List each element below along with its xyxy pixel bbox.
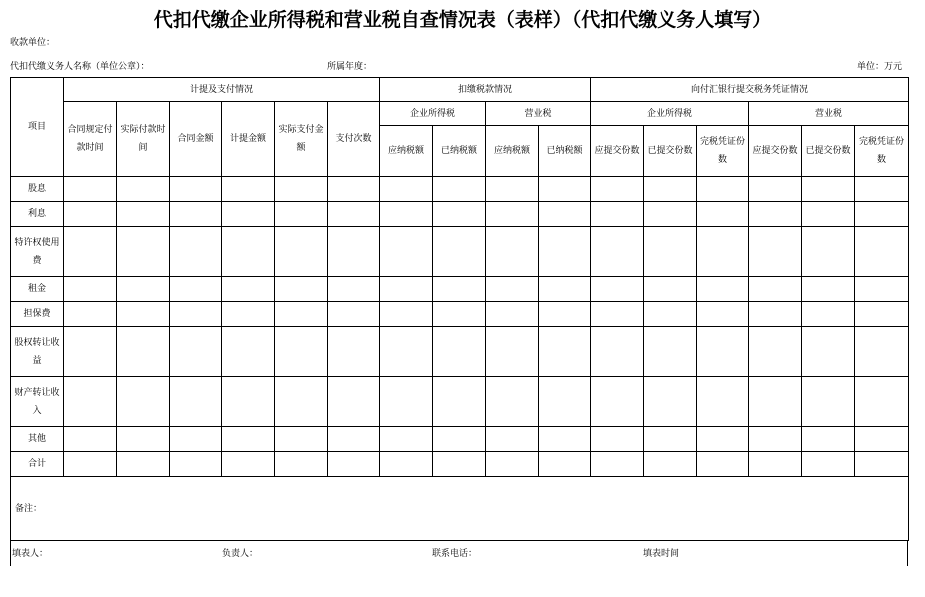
table-cell[interactable] (802, 302, 855, 327)
header-cit-due-copies: 应提交份数 (591, 126, 644, 177)
table-cell[interactable] (170, 427, 222, 452)
table-cell[interactable] (64, 377, 117, 427)
payee-label: 收款单位： (10, 38, 56, 48)
self-check-table-wrapper (10, 77, 909, 541)
table-cell[interactable] (64, 302, 117, 327)
table-cell[interactable] (855, 177, 909, 202)
table-cell[interactable] (380, 427, 433, 452)
header-bt-payable: 应纳税额 (486, 126, 539, 177)
table-cell[interactable] (328, 377, 380, 427)
table-cell[interactable] (697, 427, 749, 452)
remarks-label[interactable]: 备注： (11, 477, 909, 541)
table-cell[interactable] (328, 227, 380, 277)
header-withholding-group: 扣缴税款情况 (380, 78, 591, 102)
table-cell[interactable] (539, 202, 591, 227)
table-cell[interactable] (644, 377, 697, 427)
table-cell[interactable] (591, 452, 644, 477)
table-cell[interactable] (697, 302, 749, 327)
table-cell[interactable] (855, 327, 909, 377)
table-cell[interactable] (328, 177, 380, 202)
self-check-table (10, 77, 909, 541)
header-cit2: 企业所得税 (591, 102, 749, 126)
table-cell[interactable] (275, 177, 328, 202)
table-cell[interactable] (222, 177, 275, 202)
table-cell[interactable] (117, 202, 170, 227)
table-cell[interactable] (855, 227, 909, 277)
table-cell[interactable] (591, 202, 644, 227)
header-contract-pay-time: 合同规定付款时间 (64, 102, 117, 177)
table-cell[interactable] (170, 202, 222, 227)
table-cell[interactable] (486, 377, 539, 427)
table-cell[interactable] (222, 202, 275, 227)
table-cell[interactable] (697, 277, 749, 302)
table-cell[interactable] (170, 377, 222, 427)
table-row (11, 277, 909, 302)
header-accrued-amount: 计提金额 (222, 102, 275, 177)
table-cell[interactable] (486, 452, 539, 477)
row-label: 特许权使用费 (11, 227, 64, 277)
table-row (11, 177, 909, 202)
table-cell[interactable] (802, 377, 855, 427)
row-label: 股息 (11, 177, 64, 202)
footer-left-edge (10, 540, 11, 566)
table-cell[interactable] (275, 302, 328, 327)
table-row (11, 452, 909, 477)
table-cell[interactable] (697, 452, 749, 477)
table-cell[interactable] (539, 277, 591, 302)
table-cell[interactable] (644, 452, 697, 477)
table-cell[interactable] (117, 452, 170, 477)
preparer-label: 填表人： (12, 549, 49, 559)
table-cell[interactable] (486, 277, 539, 302)
table-cell[interactable] (855, 302, 909, 327)
table-cell[interactable] (749, 202, 802, 227)
table-cell[interactable] (170, 452, 222, 477)
table-cell[interactable] (117, 302, 170, 327)
table-row (11, 327, 909, 377)
table-cell[interactable] (170, 327, 222, 377)
table-row (11, 227, 909, 277)
table-cell[interactable] (749, 277, 802, 302)
table-cell[interactable] (275, 427, 328, 452)
table-cell[interactable] (539, 377, 591, 427)
table-cell[interactable] (855, 202, 909, 227)
table-cell[interactable] (275, 377, 328, 427)
table-cell[interactable] (644, 227, 697, 277)
table-cell[interactable] (433, 427, 486, 452)
header-bt-due-copies: 应提交份数 (749, 126, 802, 177)
table-cell[interactable] (433, 227, 486, 277)
table-row (11, 202, 909, 227)
table-cell[interactable] (222, 377, 275, 427)
header-payment-count: 支付次数 (328, 102, 380, 177)
table-cell[interactable] (802, 202, 855, 227)
table-row (11, 427, 909, 452)
table-cell[interactable] (486, 427, 539, 452)
table-cell[interactable] (380, 177, 433, 202)
table-cell[interactable] (697, 202, 749, 227)
table-cell[interactable] (697, 327, 749, 377)
table-cell[interactable] (64, 227, 117, 277)
table-cell[interactable] (328, 277, 380, 302)
row-label: 股权转让收益 (11, 327, 64, 377)
table-cell[interactable] (380, 327, 433, 377)
table-cell[interactable] (64, 427, 117, 452)
table-cell[interactable] (802, 227, 855, 277)
table-cell[interactable] (328, 202, 380, 227)
table-cell[interactable] (433, 302, 486, 327)
header-remit-group: 向付汇银行提交税务凭证情况 (591, 78, 909, 102)
table-cell[interactable] (802, 452, 855, 477)
row-label: 其他 (11, 427, 64, 452)
table-cell[interactable] (802, 427, 855, 452)
header-cit-submitted-copies: 已提交份数 (644, 126, 697, 177)
table-cell[interactable] (64, 452, 117, 477)
table-cell[interactable] (591, 302, 644, 327)
table-cell[interactable] (697, 177, 749, 202)
table-cell[interactable] (644, 277, 697, 302)
row-label: 利息 (11, 202, 64, 227)
table-cell[interactable] (328, 327, 380, 377)
table-cell[interactable] (644, 177, 697, 202)
table-cell[interactable] (64, 277, 117, 302)
table-cell[interactable] (117, 427, 170, 452)
table-cell[interactable] (486, 202, 539, 227)
table-cell[interactable] (117, 327, 170, 377)
table-row (11, 302, 909, 327)
table-cell[interactable] (275, 227, 328, 277)
header-cit-certificate-copies: 完税凭证份数 (697, 126, 749, 177)
table-cell[interactable] (433, 277, 486, 302)
header-accrual-group: 计提及支付情况 (64, 78, 380, 102)
table-cell[interactable] (170, 302, 222, 327)
table-cell[interactable] (433, 377, 486, 427)
unit-label: 单位：万元 (857, 62, 903, 72)
table-cell[interactable] (222, 427, 275, 452)
table-cell[interactable] (644, 427, 697, 452)
table-cell[interactable] (486, 177, 539, 202)
table-cell[interactable] (64, 177, 117, 202)
table-cell[interactable] (749, 227, 802, 277)
table-cell[interactable] (855, 452, 909, 477)
table-cell[interactable] (380, 377, 433, 427)
header-bt-certificate-copies: 完税凭证份数 (855, 126, 909, 177)
phone-label: 联系电话： (432, 549, 478, 559)
table-cell[interactable] (749, 377, 802, 427)
year-label: 所属年度： (327, 62, 373, 72)
table-cell[interactable] (170, 277, 222, 302)
header-bt-paid: 已纳税额 (539, 126, 591, 177)
table-cell[interactable] (64, 202, 117, 227)
table-cell[interactable] (539, 427, 591, 452)
table-cell[interactable] (433, 327, 486, 377)
table-cell[interactable] (117, 177, 170, 202)
table-cell[interactable] (380, 277, 433, 302)
table-cell[interactable] (644, 302, 697, 327)
table-cell[interactable] (591, 427, 644, 452)
table-cell[interactable] (855, 377, 909, 427)
table-cell[interactable] (117, 277, 170, 302)
table-cell[interactable] (170, 227, 222, 277)
table-cell[interactable] (591, 277, 644, 302)
withholder-label: 代扣代缴义务人名称（单位公章）： (10, 62, 150, 72)
table-cell[interactable] (644, 327, 697, 377)
table-cell[interactable] (855, 427, 909, 452)
header-bt-submitted-copies: 已提交份数 (802, 126, 855, 177)
table-cell[interactable] (275, 327, 328, 377)
table-cell[interactable] (539, 302, 591, 327)
header-actual-pay-time: 实际付款时间 (117, 102, 170, 177)
table-cell[interactable] (328, 452, 380, 477)
table-cell[interactable] (539, 327, 591, 377)
table-cell[interactable] (380, 452, 433, 477)
table-cell[interactable] (749, 452, 802, 477)
table-cell[interactable] (433, 202, 486, 227)
page-title: 代扣代缴企业所得税和营业税自查情况表（表样）（代扣代缴义务人填写） (153, 9, 772, 31)
table-cell[interactable] (433, 177, 486, 202)
table-cell[interactable] (222, 227, 275, 277)
table-cell[interactable] (486, 302, 539, 327)
date-label: 填表时间 (643, 549, 680, 559)
table-cell[interactable] (170, 177, 222, 202)
table-cell[interactable] (117, 227, 170, 277)
table-cell[interactable] (802, 177, 855, 202)
table-cell[interactable] (749, 327, 802, 377)
table-cell[interactable] (380, 202, 433, 227)
table-cell[interactable] (275, 277, 328, 302)
table-cell[interactable] (749, 302, 802, 327)
table-cell[interactable] (117, 377, 170, 427)
table-cell[interactable] (486, 327, 539, 377)
table-cell[interactable] (591, 377, 644, 427)
table-cell[interactable] (222, 277, 275, 302)
row-label: 租金 (11, 277, 64, 302)
table-cell[interactable] (749, 177, 802, 202)
header-bt: 营业税 (486, 102, 591, 126)
table-cell[interactable] (222, 452, 275, 477)
table-cell[interactable] (64, 327, 117, 377)
header-cit-paid: 已纳税额 (433, 126, 486, 177)
table-cell[interactable] (275, 452, 328, 477)
responsible-label: 负责人： (222, 549, 259, 559)
table-cell[interactable] (802, 327, 855, 377)
row-label: 合计 (11, 452, 64, 477)
table-cell[interactable] (697, 377, 749, 427)
table-cell[interactable] (275, 202, 328, 227)
table-cell[interactable] (591, 327, 644, 377)
header-contract-amount: 合同金额 (170, 102, 222, 177)
table-cell[interactable] (749, 427, 802, 452)
header-bt2: 营业税 (749, 102, 909, 126)
table-cell[interactable] (591, 227, 644, 277)
table-cell[interactable] (591, 177, 644, 202)
row-label: 担保费 (11, 302, 64, 327)
footer-divider (10, 540, 908, 541)
remarks-row (11, 477, 909, 541)
table-cell[interactable] (539, 177, 591, 202)
header-project: 项目 (11, 78, 64, 177)
header-actual-paid-amount: 实际支付金额 (275, 102, 328, 177)
table-cell[interactable] (380, 302, 433, 327)
table-cell[interactable] (328, 302, 380, 327)
header-cit-payable: 应纳税额 (380, 126, 433, 177)
header-cit: 企业所得税 (380, 102, 486, 126)
table-cell[interactable] (539, 227, 591, 277)
table-cell[interactable] (855, 277, 909, 302)
table-cell[interactable] (222, 327, 275, 377)
table-cell[interactable] (539, 452, 591, 477)
footer-right-edge (907, 540, 908, 566)
table-cell[interactable] (486, 227, 539, 277)
table-cell[interactable] (380, 227, 433, 277)
table-row (11, 377, 909, 427)
table-cell[interactable] (802, 277, 855, 302)
table-cell[interactable] (433, 452, 486, 477)
table-cell[interactable] (222, 302, 275, 327)
row-label: 财产转让收入 (11, 377, 64, 427)
table-cell[interactable] (328, 427, 380, 452)
table-cell[interactable] (697, 227, 749, 277)
table-cell[interactable] (644, 202, 697, 227)
